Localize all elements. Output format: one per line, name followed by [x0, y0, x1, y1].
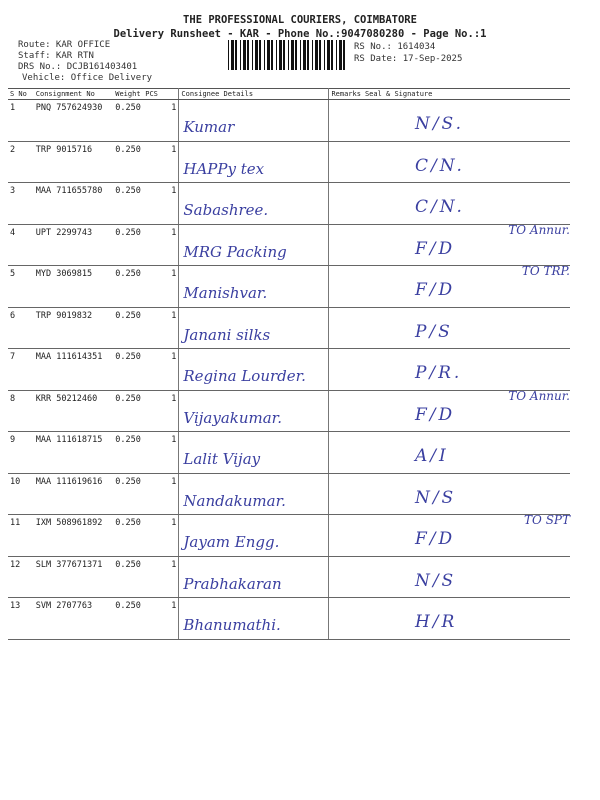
- col-header-consignee: Consignee Details: [179, 89, 329, 100]
- barcode-bar: [339, 40, 342, 70]
- barcode-bar: [291, 40, 294, 70]
- pcs-cell: 1: [143, 556, 179, 598]
- weight-cell: 0.250: [113, 598, 143, 640]
- barcode-bar: [271, 40, 273, 70]
- barcode-bar: [336, 40, 337, 70]
- barcode-bar: [319, 40, 321, 70]
- barcode-bar: [303, 40, 306, 70]
- table-row: [8, 349, 570, 391]
- weight-cell: 0.250: [113, 515, 143, 557]
- pcs-cell: 1: [143, 266, 179, 308]
- seal-signature-cell: [363, 141, 570, 183]
- serial-number-cell: 11: [8, 515, 34, 557]
- table-row: [8, 183, 570, 225]
- remarks-cell: [329, 432, 363, 474]
- barcode-bar: [235, 40, 237, 70]
- seal-signature-cell: [363, 515, 570, 557]
- weight-cell: 0.250: [113, 266, 143, 308]
- table-row: [8, 432, 570, 474]
- signature-handwriting: F/D: [414, 404, 456, 425]
- col-header-signature: Seal & Signature: [363, 89, 570, 100]
- barcode-bar: [300, 40, 301, 70]
- signature-handwriting: N/S: [414, 487, 457, 508]
- consignment-number-cell: MAA 111618715: [34, 432, 113, 474]
- weight-cell: 0.250: [113, 390, 143, 432]
- staff-label: Staff: KAR RTN: [18, 51, 94, 61]
- weight-cell: 0.250: [113, 100, 143, 142]
- barcode-bar: [228, 40, 229, 70]
- vehicle-label: Vehicle: Office Delivery: [22, 73, 153, 83]
- document-subtitle: Delivery Runsheet - KAR - Phone No.:9047080280 - Page No.:1: [113, 28, 487, 40]
- consignee-cell: [179, 141, 329, 183]
- col-header-weight: Weight: [113, 89, 143, 100]
- barcode-bar: [259, 40, 261, 70]
- consignee-handwriting: Bhanumathi.: [183, 616, 281, 634]
- consignment-number-cell: SVM 2707763: [34, 598, 113, 640]
- consignment-number-cell: IXM 508961892: [34, 515, 113, 557]
- signature-handwriting: A/I: [414, 446, 449, 466]
- table-row: [8, 515, 570, 557]
- serial-number-cell: 8: [8, 390, 34, 432]
- consignment-number-cell: PNQ 757624930: [34, 100, 113, 142]
- serial-number-cell: 7: [8, 349, 34, 391]
- barcode-bar: [255, 40, 258, 70]
- remarks-cell: [329, 141, 363, 183]
- seal-signature-cell: [363, 473, 570, 515]
- pcs-cell: 1: [143, 349, 179, 391]
- table-row: [8, 100, 570, 142]
- consignee-cell: [179, 224, 329, 266]
- consignee-handwriting: Regina Lourder.: [183, 367, 306, 385]
- pcs-cell: 1: [143, 100, 179, 142]
- remarks-cell: [329, 183, 363, 225]
- remarks-cell: [329, 556, 363, 598]
- consignee-cell: [179, 515, 329, 557]
- delivery-note-handwriting: TO TRP.: [521, 264, 570, 278]
- pcs-cell: 1: [143, 473, 179, 515]
- pcs-cell: 1: [143, 224, 179, 266]
- seal-signature-cell: [363, 183, 570, 225]
- barcode-bar: [331, 40, 333, 70]
- consignee-handwriting: Vijayakumar.: [183, 408, 282, 427]
- consignee-handwriting: MRG Packing: [183, 242, 287, 261]
- col-header-remarks: Remarks: [329, 89, 363, 100]
- drs-number: DRS No.: DCJB161403401: [18, 62, 138, 72]
- delivery-note-handwriting: TO SPT: [524, 513, 570, 527]
- signature-handwriting: F/D: [414, 280, 456, 300]
- serial-number-cell: 9: [8, 432, 34, 474]
- signature-handwriting: P/S: [414, 321, 453, 342]
- signature-handwriting: C/N.: [414, 197, 465, 217]
- consignment-number-cell: MAA 711655780: [34, 183, 113, 225]
- barcode-bar: [324, 40, 325, 70]
- consignee-handwriting: Janani silks: [183, 325, 271, 344]
- remarks-cell: [329, 100, 363, 142]
- weight-cell: 0.250: [113, 183, 143, 225]
- route-label: Route: KAR OFFICE: [18, 40, 111, 50]
- barcode-bar: [240, 40, 241, 70]
- seal-signature-cell: [363, 432, 570, 474]
- signature-handwriting: P/R.: [414, 363, 463, 383]
- table-row: [8, 473, 570, 515]
- barcode-bar: [295, 40, 297, 70]
- col-header-pcs: PCS: [143, 89, 179, 100]
- signature-handwriting: F/D: [414, 529, 456, 549]
- signature-handwriting: H/R: [414, 612, 458, 632]
- consignee-handwriting: Jayam Engg.: [183, 533, 280, 551]
- seal-signature-cell: [363, 598, 570, 640]
- remarks-cell: [329, 224, 363, 266]
- consignee-cell: [179, 307, 329, 349]
- remarks-cell: [329, 515, 363, 557]
- barcode-bar: [343, 40, 345, 70]
- pcs-cell: 1: [143, 390, 179, 432]
- col-header-sno: S No: [8, 89, 34, 100]
- rs-date: RS Date: 17-Sep-2025: [354, 54, 463, 64]
- weight-cell: 0.250: [113, 556, 143, 598]
- serial-number-cell: 1: [8, 100, 34, 142]
- consignee-cell: [179, 473, 329, 515]
- rs-number: RS No.: 1614034: [354, 42, 436, 52]
- remarks-cell: [329, 473, 363, 515]
- remarks-cell: [329, 390, 363, 432]
- seal-signature-cell: [363, 556, 570, 598]
- serial-number-cell: 13: [8, 598, 34, 640]
- signature-handwriting: N/S: [414, 570, 457, 591]
- consignee-cell: [179, 183, 329, 225]
- barcode-bar: [288, 40, 289, 70]
- table-row: [8, 598, 570, 640]
- table-row: [8, 266, 570, 308]
- consignment-number-cell: UPT 2299743: [34, 224, 113, 266]
- serial-number-cell: 4: [8, 224, 34, 266]
- col-header-consignment: Consignment No: [34, 89, 113, 100]
- remarks-cell: [329, 266, 363, 308]
- consignee-cell: [179, 266, 329, 308]
- barcode-bar: [243, 40, 246, 70]
- consignee-cell: [179, 100, 329, 142]
- remarks-cell: [329, 598, 363, 640]
- table-row: [8, 556, 570, 598]
- consignee-handwriting: Nandakumar.: [183, 491, 286, 510]
- barcode-bar: [264, 40, 265, 70]
- weight-cell: 0.250: [113, 432, 143, 474]
- pcs-cell: 1: [143, 183, 179, 225]
- serial-number-cell: 5: [8, 266, 34, 308]
- table-row: [8, 224, 570, 266]
- signature-handwriting: N/S.: [414, 114, 464, 134]
- serial-number-cell: 12: [8, 556, 34, 598]
- pcs-cell: 1: [143, 307, 179, 349]
- barcode-bar: [247, 40, 249, 70]
- barcode-bar: [267, 40, 270, 70]
- serial-number-cell: 2: [8, 141, 34, 183]
- table-row: [8, 390, 570, 432]
- barcode-bar: [312, 40, 313, 70]
- weight-cell: 0.250: [113, 307, 143, 349]
- serial-number-cell: 10: [8, 473, 34, 515]
- barcode-bar: [315, 40, 318, 70]
- table-header-row: [8, 89, 570, 100]
- consignee-cell: [179, 432, 329, 474]
- barcode-bar: [276, 40, 277, 70]
- pcs-cell: 1: [143, 432, 179, 474]
- consignee-handwriting: Prabhakaran: [183, 574, 282, 593]
- consignee-cell: [179, 556, 329, 598]
- serial-number-cell: 3: [8, 183, 34, 225]
- signature-handwriting: C/N.: [414, 155, 465, 176]
- barcode-image: [228, 40, 350, 70]
- weight-cell: 0.250: [113, 224, 143, 266]
- delivery-note-handwriting: TO Annur.: [508, 388, 570, 403]
- consignee-handwriting: HAPPy tex: [183, 159, 265, 178]
- table-row: [8, 141, 570, 183]
- consignment-number-cell: SLM 377671371: [34, 556, 113, 598]
- seal-signature-cell: [363, 349, 570, 391]
- delivery-note-handwriting: TO Annur.: [508, 222, 570, 237]
- remarks-cell: [329, 307, 363, 349]
- consignee-handwriting: Sabashree.: [183, 201, 269, 219]
- consignee-handwriting: Manishvar.: [183, 284, 268, 302]
- pcs-cell: 1: [143, 598, 179, 640]
- consignee-cell: [179, 349, 329, 391]
- weight-cell: 0.250: [113, 473, 143, 515]
- barcode-bar: [252, 40, 253, 70]
- consignee-handwriting: Kumar: [183, 118, 235, 136]
- seal-signature-cell: [363, 100, 570, 142]
- pcs-cell: 1: [143, 515, 179, 557]
- seal-signature-cell: [363, 224, 570, 266]
- consignment-number-cell: TRP 9015716: [34, 141, 113, 183]
- seal-signature-cell: [363, 307, 570, 349]
- consignment-number-cell: MAA 111614351: [34, 349, 113, 391]
- runsheet-table: [8, 88, 570, 640]
- barcode-bar: [279, 40, 282, 70]
- barcode-bar: [327, 40, 330, 70]
- barcode-bar: [307, 40, 309, 70]
- remarks-cell: [329, 349, 363, 391]
- consignment-number-cell: MYD 3069815: [34, 266, 113, 308]
- consignment-number-cell: TRP 9019832: [34, 307, 113, 349]
- weight-cell: 0.250: [113, 141, 143, 183]
- serial-number-cell: 6: [8, 307, 34, 349]
- barcode-bar: [231, 40, 234, 70]
- table-row: [8, 307, 570, 349]
- pcs-cell: 1: [143, 141, 179, 183]
- seal-signature-cell: [363, 390, 570, 432]
- signature-handwriting: F/D: [414, 238, 456, 259]
- weight-cell: 0.250: [113, 349, 143, 391]
- document-title: THE PROFESSIONAL COURIERS, COIMBATORE: [183, 14, 417, 26]
- seal-signature-cell: [363, 266, 570, 308]
- consignment-number-cell: MAA 111619616: [34, 473, 113, 515]
- consignee-cell: [179, 598, 329, 640]
- barcode-bar: [283, 40, 285, 70]
- consignment-number-cell: KRR 50212460: [34, 390, 113, 432]
- consignee-handwriting: Lalit Vijay: [183, 450, 261, 468]
- consignee-cell: [179, 390, 329, 432]
